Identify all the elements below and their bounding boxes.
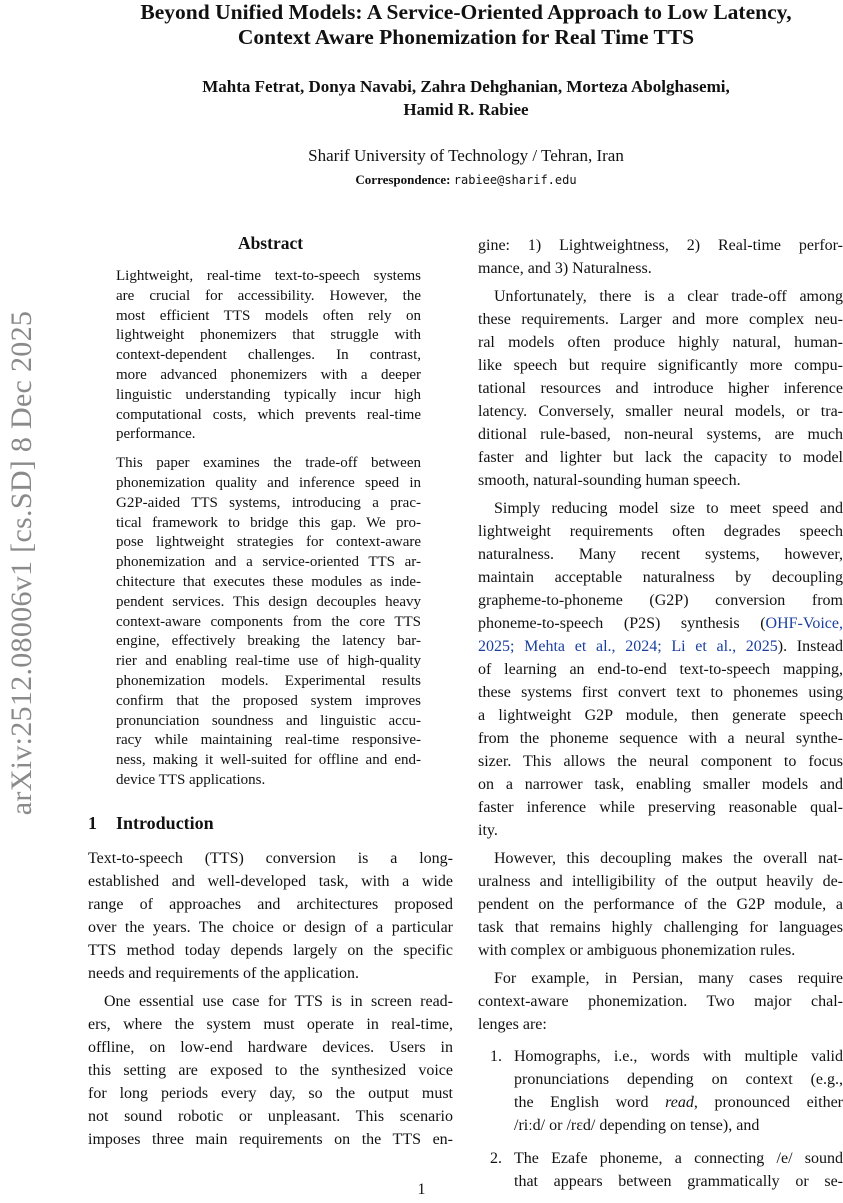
paper-title bbox=[70, 0, 843, 50]
correspondence-label: Correspondence: bbox=[355, 172, 451, 187]
text-line: phonemization and a service-oriented TTS ar- bbox=[116, 554, 421, 571]
text-line: Homographs, i.e., words with multiple valid bbox=[514, 1048, 843, 1065]
text-line: pronunciations depending on context (e.g., bbox=[514, 1071, 843, 1088]
text-line: The Ezafe phoneme, a connecting /e/ sound bbox=[514, 1150, 843, 1167]
affiliation: Sharif University of Technology / Tehran, Iran bbox=[308, 146, 624, 165]
citation-link[interactable]: 2025; Mehta et al., 2024; Li et al., 2025 bbox=[478, 638, 778, 655]
list-marker: 1. bbox=[490, 1048, 502, 1065]
text-line: gine: 1) Lightweightness, 2) Real-time perfor- bbox=[478, 237, 843, 254]
text-line: Simply reducing model size to meet speed and bbox=[494, 500, 843, 517]
section-number: 1 bbox=[88, 812, 97, 833]
text-line: pendent on the performance of the G2P module, a bbox=[478, 896, 843, 913]
text-line: phonemization models. Experimental results bbox=[116, 672, 421, 689]
text-line: For example, in Persian, many cases require bbox=[494, 970, 843, 987]
text-line: Lightweight, real-time text-to-speech systems bbox=[116, 268, 421, 284]
text-fragment: , pronounced either bbox=[693, 1094, 843, 1111]
right-column bbox=[478, 228, 843, 1203]
text-line: maintain acceptable naturalness by decoupling bbox=[478, 569, 843, 586]
text-line: pose lightweight strategies for context-aware bbox=[116, 534, 421, 551]
intro-paragraph-2 bbox=[88, 990, 453, 1151]
text-line: tational resources and introduce higher inference bbox=[478, 380, 843, 397]
text-line: racy while maintaining real-time responsive- bbox=[116, 732, 421, 749]
text-line: most efficient TTS models often rely on bbox=[116, 307, 421, 324]
text-line: /riːd/ or /rɛd/ depending on tense), and bbox=[514, 1117, 760, 1134]
text-line: grapheme-to-phoneme (G2P) conversion from bbox=[478, 592, 843, 609]
abstract-paragraph-1 bbox=[116, 267, 421, 445]
text-line: However, this decoupling makes the overall nat- bbox=[494, 850, 843, 867]
title-line-1: Beyond Unified Models: A Service-Oriented Approach to Low Latency, bbox=[140, 0, 792, 24]
citation-line bbox=[478, 612, 843, 635]
text-line: these requirements. Larger and more complex neu- bbox=[478, 311, 843, 328]
text-line: device TTS applications. bbox=[116, 771, 266, 788]
text-line: with complex or ambiguous phonemization rules. bbox=[478, 942, 796, 959]
text-line: rier and enabling real-time use of high-quality bbox=[116, 653, 421, 670]
text-line: like speech but require significantly more compu- bbox=[478, 357, 843, 374]
text-line: this setting are exposed to the synthesized voice bbox=[88, 1061, 453, 1079]
text-line: confirm that the proposed system improves bbox=[116, 692, 421, 709]
list-item bbox=[478, 1045, 843, 1137]
intro-paragraph-1 bbox=[88, 847, 453, 985]
text-line: context-aware components from the core TTS bbox=[116, 613, 421, 630]
text-line: TTS method today depends largely on the specific bbox=[88, 941, 453, 959]
page-number: 1 bbox=[417, 1181, 426, 1198]
text-line: naturalness. Many recent systems, however, bbox=[478, 546, 843, 563]
title-line-2: Context Aware Phonemization for Real Time TTS bbox=[237, 25, 695, 49]
intro-paragraph-5 bbox=[478, 847, 843, 962]
text-line bbox=[514, 1091, 843, 1114]
text-line: Text-to-speech (TTS) conversion is a long- bbox=[88, 849, 453, 867]
citation-line bbox=[478, 635, 843, 658]
text-line: engine, effectively breaking the latency bar- bbox=[116, 633, 421, 650]
text-line: lenges are: bbox=[478, 1016, 547, 1033]
intro-paragraph-2-continued bbox=[478, 234, 843, 280]
text-line: ness, making it well-suited for offline and end- bbox=[116, 752, 421, 769]
text-line: from the phoneme sequence with a neural synthe- bbox=[478, 730, 843, 747]
text-line: faster and lighter but lack the capacity to model bbox=[478, 449, 843, 466]
text-line: This paper examines the trade-off between bbox=[116, 455, 421, 472]
text-line: chitecture that executes these modules as inde- bbox=[116, 573, 421, 590]
intro-paragraph-3 bbox=[478, 285, 843, 492]
text-line: lightweight requirements often degrades speech bbox=[478, 523, 843, 540]
text-line: pendent services. This design decouples heavy bbox=[116, 593, 421, 610]
text-line: smooth, natural-sounding human speech. bbox=[478, 472, 741, 489]
text-line: ers, where the system must operate in real-time, bbox=[88, 1015, 453, 1033]
text-line: Unfortunately, there is a clear trade-off among bbox=[494, 288, 843, 305]
text-line: G2P-aided TTS systems, introducing a prac- bbox=[116, 494, 421, 511]
text-line: ity. bbox=[478, 822, 498, 839]
text-line: more advanced phonemizers with a deeper bbox=[116, 366, 421, 383]
text-line: phonemization quality and inference speed in bbox=[116, 474, 421, 491]
text-line: task that remains highly challenging for languages bbox=[478, 919, 843, 936]
text-line: ditional rule-based, non-neural systems, are much bbox=[478, 426, 843, 443]
authors-line-1: Mahta Fetrat, Donya Navabi, Zahra Dehghanian, Morteza Abolghasemi, bbox=[202, 77, 730, 96]
text-line: a lightweight G2P module, then generate speech bbox=[478, 707, 843, 724]
text-line: imposes three main requirements on the TTS en- bbox=[88, 1130, 453, 1148]
emphasized-word: read bbox=[665, 1094, 694, 1111]
text-line: offline, on low-end hardware devices. Users in bbox=[88, 1038, 453, 1056]
section-title: Introduction bbox=[116, 812, 214, 833]
text-line: tical framework to bridge this gap. We pro- bbox=[116, 514, 421, 531]
text-line: lightweight phonemizers that struggle with bbox=[116, 327, 421, 344]
text-line: ral models often produce highly natural, human- bbox=[478, 334, 843, 351]
text-line: needs and requirements of the application. bbox=[88, 964, 360, 982]
text-line: sizer. This allows the neural component to focus bbox=[478, 753, 843, 770]
text-line: that appears between grammatically or se- bbox=[514, 1173, 843, 1190]
text-line: pronunciation soundness and linguistic accu- bbox=[116, 712, 421, 729]
section-heading-introduction bbox=[88, 811, 453, 835]
text-line: uralness and intelligibility of the output heavily de- bbox=[478, 873, 843, 890]
text-line: computational costs, which prevents real-time bbox=[116, 406, 421, 423]
correspondence bbox=[70, 171, 843, 189]
text-fragment: phoneme-to-speech (P2S) synthesis ( bbox=[478, 615, 766, 632]
text-line: for long periods every day, so the output must bbox=[88, 1084, 453, 1102]
intro-paragraph-4 bbox=[478, 497, 843, 842]
text-line: on a narrower task, enabling smaller models and bbox=[478, 776, 843, 793]
text-fragment: the English word bbox=[514, 1094, 666, 1111]
abstract-heading: Abstract bbox=[237, 233, 304, 253]
text-line: of learning an end-to-end text-to-speech mapping, bbox=[478, 661, 843, 678]
left-column bbox=[88, 228, 453, 1151]
text-line: linguistic understanding typically incur high bbox=[116, 386, 421, 403]
abstract-paragraph-2 bbox=[116, 454, 421, 791]
author-list bbox=[70, 75, 843, 121]
list-marker: 2. bbox=[490, 1150, 502, 1167]
correspondence-email[interactable]: rabiee@sharif.edu bbox=[453, 173, 577, 187]
text-line: context-dependent challenges. In contrast, bbox=[116, 347, 421, 364]
text-line: mance, and 3) Naturalness. bbox=[478, 260, 652, 277]
text-line: latency. Conversely, smaller neural models, or tra- bbox=[478, 403, 843, 420]
text-line: One essential use case for TTS is in screen read- bbox=[104, 992, 453, 1010]
text-line: faster inference while preserving reasonable qual- bbox=[478, 799, 843, 816]
text-line: established and well-developed task, with a wide bbox=[88, 872, 453, 890]
text-line: over the years. The choice or design of a particular bbox=[88, 918, 453, 936]
challenge-list bbox=[478, 1045, 843, 1193]
intro-paragraph-6 bbox=[478, 967, 843, 1036]
text-line: performance. bbox=[116, 426, 196, 443]
citation-link[interactable]: OHF-Voice, bbox=[765, 615, 843, 632]
authors-line-2: Hamid R. Rabiee bbox=[403, 100, 529, 119]
text-line: these systems first convert text to phonemes using bbox=[478, 684, 843, 701]
text-fragment: ). Instead bbox=[777, 638, 843, 655]
text-line: range of approaches and architectures proposed bbox=[88, 895, 453, 913]
arxiv-identifier-stamp: arXiv:2512.08006v1 [cs.SD] 8 Dec 2025 bbox=[5, 310, 38, 816]
text-line: not sound robotic or unpleasant. This scenario bbox=[88, 1107, 453, 1125]
text-line: are crucial for accessibility. However, the bbox=[116, 287, 421, 304]
text-line: context-aware phonemization. Two major chal- bbox=[478, 993, 843, 1010]
